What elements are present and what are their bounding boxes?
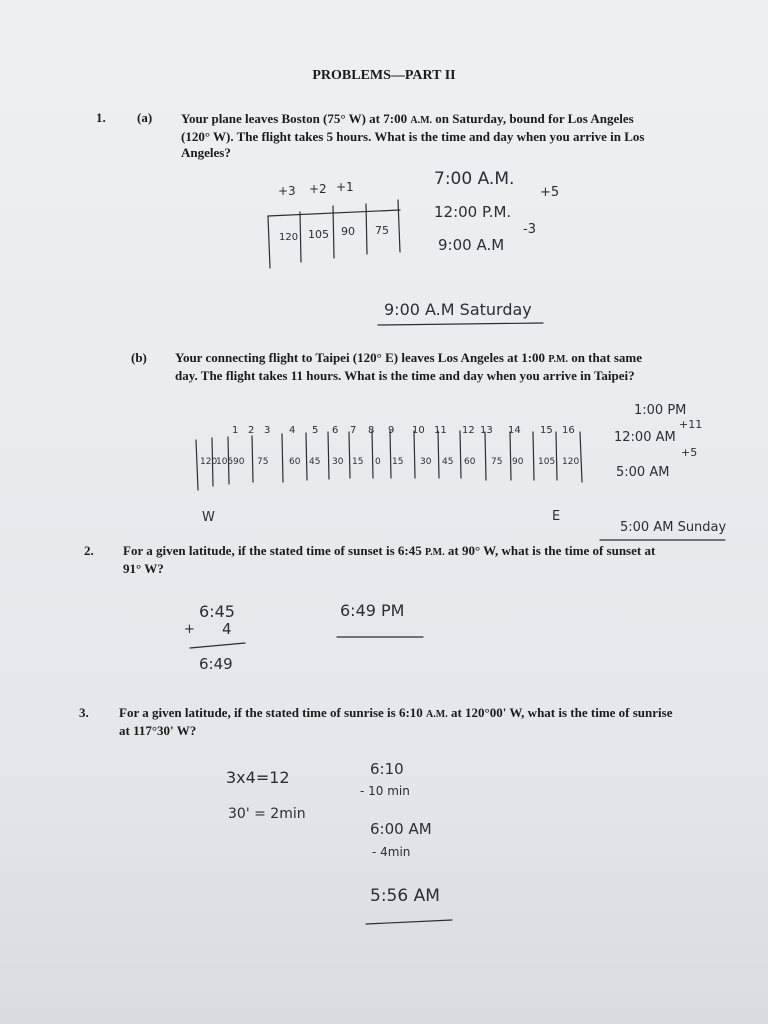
p1a-longitude-90: 90 bbox=[341, 225, 355, 238]
p1a-tick-0 bbox=[268, 216, 270, 268]
p1b-work-mid: 12:00 AM bbox=[614, 430, 676, 445]
p1b-ticks bbox=[196, 431, 582, 490]
p1a-answer-underline bbox=[378, 323, 543, 325]
p3-work-left-1: 3x4=12 bbox=[226, 768, 290, 787]
p1b-count-row: 1 2 3 4 5 6 7 8 9 10 11 12 13 14 15 16 bbox=[232, 425, 575, 436]
p1a-offset-plus3: +3 bbox=[278, 184, 296, 198]
p1a-longitude-75: 75 bbox=[375, 224, 389, 237]
p1b-work-end: 5:00 AM bbox=[616, 465, 670, 480]
p3-work-right-4: - 4min bbox=[372, 845, 411, 859]
problem-2-text: For a given latitude, if the stated time of sunset is 6:45 P.M. at 90° W, what is the time of sunset at 91° W? bbox=[123, 543, 656, 576]
page-title: PROBLEMS—PART II bbox=[312, 68, 456, 83]
problem-1a-text: Your plane leaves Boston (75° W) at 7:00 A.M. on Saturday, bound for Los Angeles (120° W). The flight takes 5 hours. What is the time and day when you arrive in Los Angeles? bbox=[181, 111, 645, 160]
p2-work-result: 6:49 bbox=[199, 655, 233, 673]
p1a-tick-1 bbox=[300, 212, 301, 262]
p2-answer: 6:49 PM bbox=[340, 601, 405, 620]
p1a-work-end: 9:00 A.M bbox=[438, 236, 505, 254]
problem-1-number: 1. bbox=[96, 110, 106, 125]
p1a-tick-2 bbox=[333, 206, 334, 258]
p1b-east-label: E bbox=[552, 509, 561, 524]
problem-1a-label: (a) bbox=[137, 110, 153, 125]
p1b-west-label: W bbox=[202, 510, 215, 525]
p3-work-right-2: - 10 min bbox=[360, 784, 410, 798]
p1b-work-start: 1:00 PM bbox=[634, 403, 687, 418]
p1a-tick-4 bbox=[398, 200, 400, 252]
p1a-work-start: 7:00 A.M. bbox=[434, 169, 515, 189]
p1a-offset-plus1: +1 bbox=[336, 180, 354, 194]
p1b-work-plus11: +11 bbox=[679, 418, 703, 431]
p2-work-top: 6:45 bbox=[199, 602, 235, 621]
p3-work-right-3: 6:00 AM bbox=[370, 820, 432, 838]
p3-answer: 5:56 AM bbox=[370, 886, 440, 906]
p1a-work-mid: 12:00 P.M. bbox=[434, 203, 512, 221]
problem-2-number: 2. bbox=[84, 543, 94, 558]
problem-1b-label: (b) bbox=[131, 350, 147, 365]
p1a-answer: 9:00 A.M Saturday bbox=[384, 300, 532, 319]
p2-sum-line bbox=[190, 643, 245, 648]
problem-3-text: For a given latitude, if the stated time of sunrise is 6:10 A.M. at 120°00' W, what is the time of sunrise at 117°30' W? bbox=[119, 705, 673, 738]
p2-work-add: 4 bbox=[222, 620, 232, 638]
p1a-work-plus5: +5 bbox=[540, 185, 560, 200]
p3-work-left-2: 30' = 2min bbox=[228, 806, 306, 822]
p1a-work-minus3: -3 bbox=[523, 222, 536, 237]
p1b-longitude-row: 120 105 90 75 60 45 30 15 0 15 30 45 60 75 90 105 120 bbox=[200, 457, 580, 467]
p1b-answer: 5:00 AM Sunday bbox=[620, 520, 727, 535]
p1a-longitude-105: 105 bbox=[308, 228, 329, 241]
p1a-longitude-120: 120 bbox=[279, 232, 299, 243]
problem-3-number: 3. bbox=[79, 705, 89, 720]
p2-work-plus: + bbox=[184, 622, 195, 637]
p3-work-right-1: 6:10 bbox=[370, 760, 404, 778]
p1a-offset-plus2: +2 bbox=[309, 182, 327, 196]
p1a-box-top bbox=[268, 210, 400, 216]
problem-1b-text: Your connecting flight to Taipei (120° E) leaves Los Angeles at 1:00 P.M. on that same day. The flight takes 11 hours. What is the time and day when you arrive in Taipei? bbox=[175, 350, 642, 383]
p3-answer-underline bbox=[366, 920, 452, 924]
p1b-work-plus5: +5 bbox=[681, 446, 698, 459]
